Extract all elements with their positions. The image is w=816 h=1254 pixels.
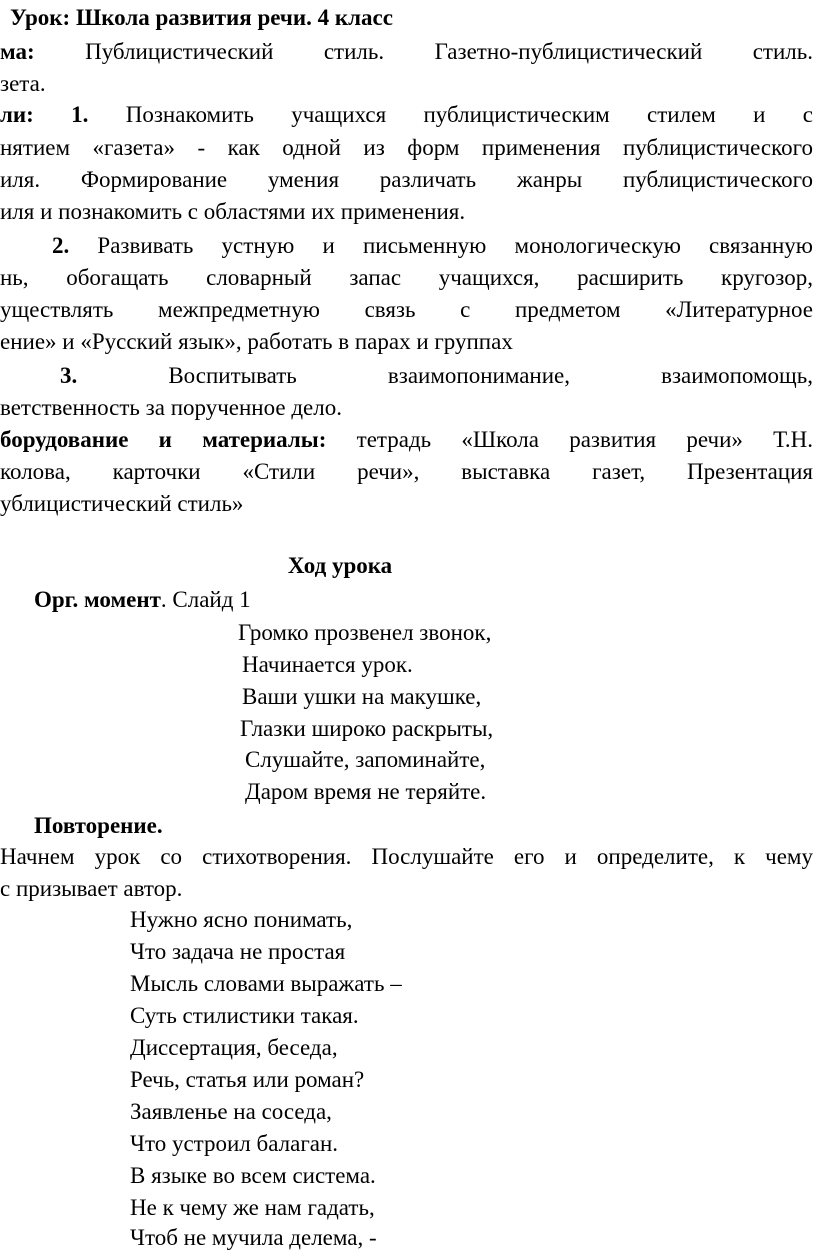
poem-2-line: Не к чему же нам гадать, [130, 1195, 375, 1220]
goals-label: ли: [0, 102, 34, 127]
goal-1-line-3: иля. Формирование умения различать жанры публицистического [0, 167, 813, 192]
poem-2-line: Речь, статья или роман? [130, 1067, 365, 1092]
poem-1-line: Слушайте, запоминайте, [245, 747, 486, 772]
poem-1-line: Начинается урок. [242, 652, 413, 677]
poem-2-line: Заявленье на соседа, [130, 1099, 332, 1124]
goal-2-line-2: нь, обогащать словарный запас учащихся, расширить кругозор, [0, 265, 813, 290]
intro-line: Начнем урок со стихотворения. Послушайте его и определите, к чему [0, 844, 813, 869]
goal-1-line-2: нятием «газета» - как одной из форм применения публицистического [0, 135, 813, 160]
lesson-title: Урок: Школа развития речи. 4 класс [10, 5, 393, 30]
poem-1-line: Даром время не теряйте. [245, 779, 487, 804]
goal-3-line: 3. Воспитывать взаимопонимание, взаимопомощь, [60, 363, 813, 388]
poem-2-line: Мысль словами выражать – [130, 971, 402, 996]
goal-3-line-2: ветственность за порученное дело. [0, 395, 342, 420]
goal-number-3: 3. [60, 363, 78, 388]
poem-2-line: Что устроил балаган. [130, 1131, 339, 1156]
lesson-heading: Ход урока [287, 553, 393, 578]
intro-line-2: с призывает автор. [0, 876, 183, 901]
org-moment-line: Орг. момент. Слайд 1 [34, 587, 251, 612]
poem-1-line: Громко прозвенел звонок, [238, 620, 492, 645]
goal-2-line-3: уществлять межпредметную связь с предметом «Литературное [0, 297, 813, 322]
poem-2-line: Нужно ясно понимать, [130, 907, 353, 932]
goal-number-1: 1. [71, 102, 89, 127]
equipment-line-3: ублицистический стиль» [0, 491, 244, 516]
repeat-heading: Повторение. [34, 813, 163, 838]
topic-label: ма: [0, 39, 35, 64]
equipment-line: борудование и материалы: тетрадь «Школа развития речи» Т.Н. [0, 427, 814, 452]
org-moment-label: Орг. момент [34, 587, 161, 612]
poem-2-line: Чтоб не мучила делема, - [130, 1225, 377, 1250]
poem-2-line: Что задача не простая [130, 939, 346, 964]
poem-1-line: Глазки широко раскрыты, [240, 716, 494, 741]
poem-2-line: Диссертация, беседа, [130, 1035, 338, 1060]
poem-2-line: В языке во всем система. [130, 1163, 376, 1188]
poem-1-line: Ваши ушки на макушке, [242, 684, 482, 709]
goal-1-line-4: иля и познакомить с областями их применения. [0, 199, 466, 224]
equipment-line-2: колова, карточки «Стили речи», выставка газет, Презентация [0, 459, 813, 484]
goal-2-line: 2. Развивать устную и письменную монологическую связанную [52, 233, 813, 258]
topic-line: ма: Публицистический стиль. Газетно-публицистический стиль. [0, 39, 813, 64]
equipment-label: борудование и материалы: [0, 427, 327, 452]
topic-line-cont: зета. [0, 71, 46, 96]
goal-number-2: 2. [52, 233, 70, 258]
poem-2-line: Суть стилистики такая. [130, 1003, 359, 1028]
goal-1-line: ли: 1. Познакомить учащихся публицистическим стилем и с [0, 102, 813, 127]
goal-2-line-4: ение» и «Русский язык», работать в парах и группах [0, 329, 513, 354]
